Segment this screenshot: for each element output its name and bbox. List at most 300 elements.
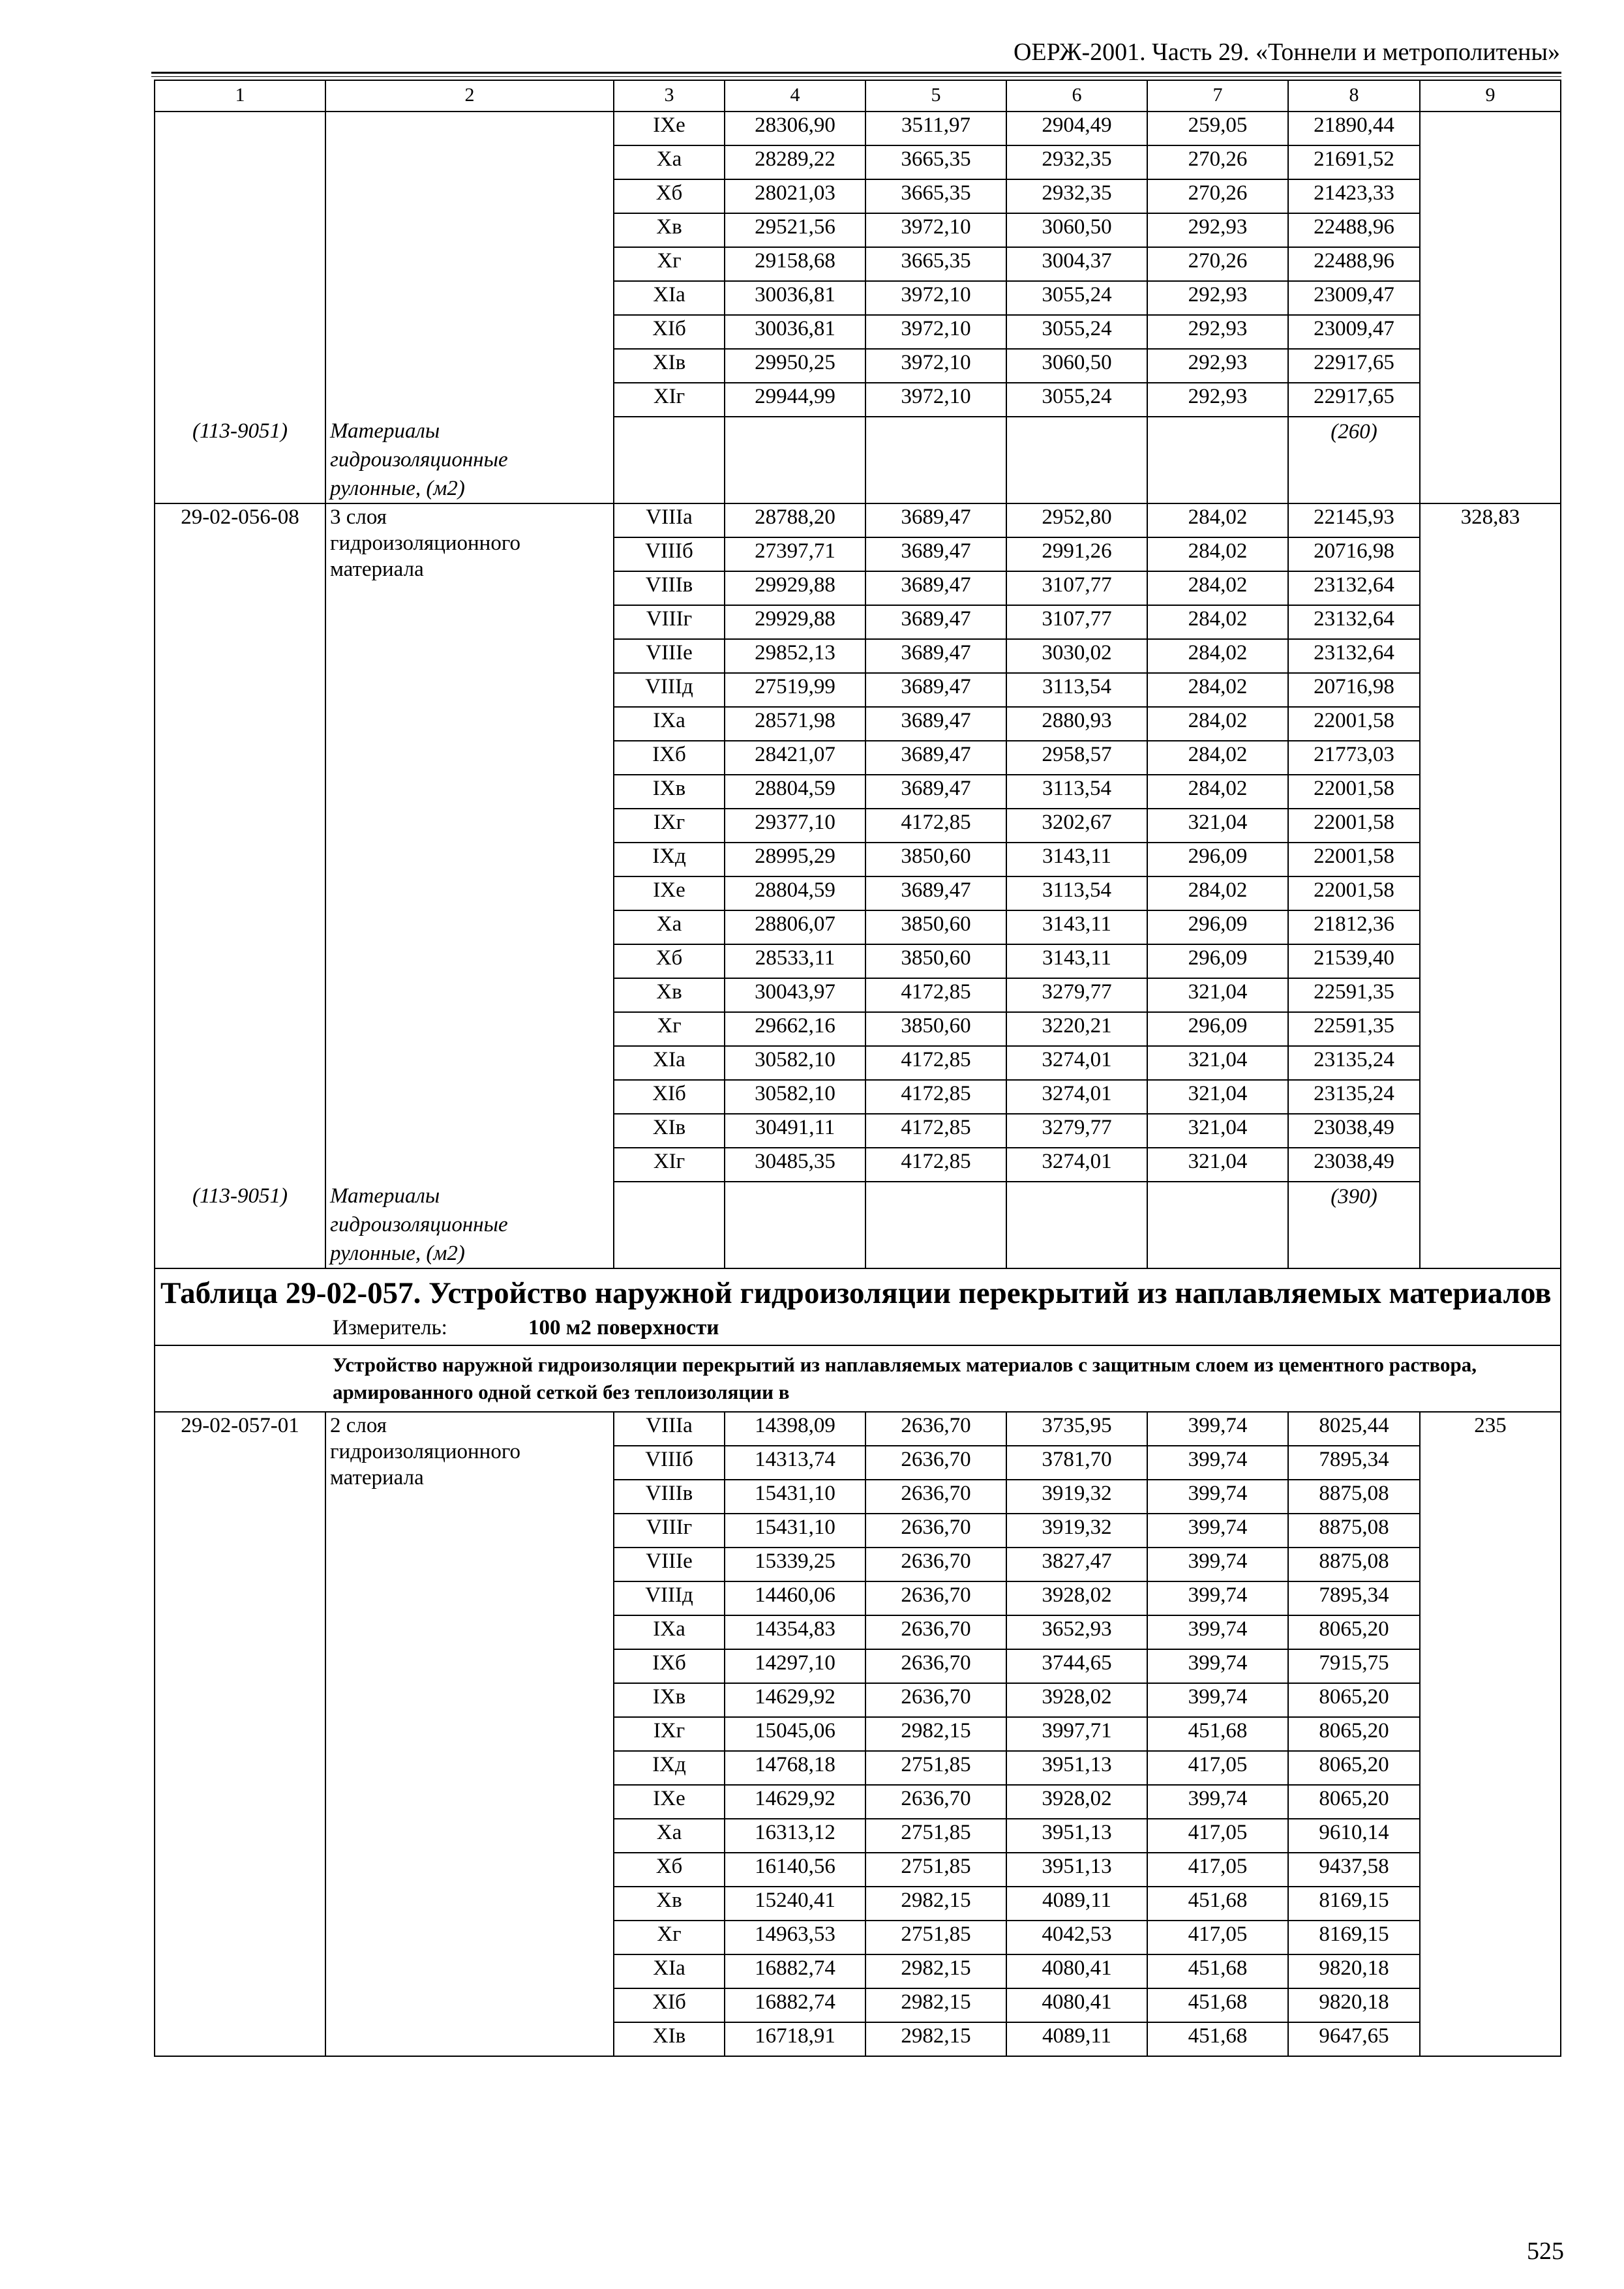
value-cell: 21539,40	[1288, 944, 1420, 978]
table-row	[155, 503, 1561, 537]
value-cell: 9610,14	[1288, 1819, 1420, 1853]
material-row	[155, 417, 1561, 503]
value-cell: 22917,65	[1288, 349, 1420, 383]
value-cell: 3113,54	[1006, 775, 1147, 809]
rate-name	[325, 1412, 614, 2056]
value-cell: 9820,18	[1288, 1954, 1420, 1988]
value-cell: 399,74	[1147, 1683, 1288, 1717]
zone-code: IXб	[614, 1649, 725, 1683]
value-cell: 3143,11	[1006, 843, 1147, 876]
value-cell: 270,26	[1147, 179, 1288, 213]
value-cell: 8875,08	[1288, 1548, 1420, 1581]
value-cell: 3850,60	[865, 843, 1006, 876]
zone-code: XIа	[614, 1046, 725, 1080]
zone-code: XIб	[614, 1988, 725, 2022]
value-cell: 3665,35	[865, 179, 1006, 213]
value-cell: 2982,15	[865, 1954, 1006, 1988]
value-cell: 22917,65	[1288, 383, 1420, 417]
value-cell: 2751,85	[865, 1819, 1006, 1853]
value-cell: 2904,49	[1006, 112, 1147, 145]
value-cell: 4080,41	[1006, 1954, 1147, 1988]
column-number: 1	[155, 80, 325, 112]
value-cell: 22001,58	[1288, 876, 1420, 910]
value-cell: 3689,47	[865, 741, 1006, 775]
zone-code: VIIIв	[614, 571, 725, 605]
zone-code: Xб	[614, 944, 725, 978]
value-cell: 21890,44	[1288, 112, 1420, 145]
zone-code: Xв	[614, 213, 725, 247]
value-cell: 3274,01	[1006, 1148, 1147, 1182]
value-cell: 16140,56	[725, 1853, 865, 1887]
value-cell: 417,05	[1147, 1819, 1288, 1853]
value-cell: 8875,08	[1288, 1480, 1420, 1514]
zone-code: Xа	[614, 910, 725, 944]
value-cell: 22001,58	[1288, 707, 1420, 741]
empty-cell	[865, 417, 1006, 503]
text-line: Материалы	[330, 1184, 440, 1208]
value-cell: 2932,35	[1006, 145, 1147, 179]
value-cell: 3689,47	[865, 639, 1006, 673]
zone-code: Xв	[614, 1887, 725, 1921]
value-cell: 4172,85	[865, 1080, 1006, 1114]
column-number: 7	[1147, 80, 1288, 112]
value-cell: 16882,74	[725, 1988, 865, 2022]
material-name	[325, 1182, 614, 1268]
value-cell: 14398,09	[725, 1412, 865, 1446]
value-cell: 14460,06	[725, 1581, 865, 1615]
value-cell: 23038,49	[1288, 1148, 1420, 1182]
zone-code: IXе	[614, 1785, 725, 1819]
zone-code: Xа	[614, 1819, 725, 1853]
meter-row	[155, 1312, 1561, 1345]
value-cell: 2880,93	[1006, 707, 1147, 741]
rate-code	[155, 112, 325, 417]
value-cell: 3107,77	[1006, 571, 1147, 605]
value-cell: 9820,18	[1288, 1988, 1420, 2022]
value-cell: 3665,35	[865, 145, 1006, 179]
value-cell: 270,26	[1147, 145, 1288, 179]
column-number: 4	[725, 80, 865, 112]
value-cell: 3202,67	[1006, 809, 1147, 843]
value-cell: 28804,59	[725, 775, 865, 809]
value-cell: 4172,85	[865, 809, 1006, 843]
value-cell: 3850,60	[865, 910, 1006, 944]
meter	[155, 1312, 1561, 1345]
value-cell: 3113,54	[1006, 673, 1147, 707]
value-cell: 3850,60	[865, 1012, 1006, 1046]
value-cell: 9437,58	[1288, 1853, 1420, 1887]
col9-value: 328,83	[1420, 503, 1561, 1268]
value-cell: 20716,98	[1288, 537, 1420, 571]
page-number: 525	[1527, 2237, 1564, 2265]
value-cell: 21773,03	[1288, 741, 1420, 775]
section-title: Устройство наружной гидроизоляции перекрытий из наплавляемых материалов с защитным слоем из цементного раствора, армированного одной сеткой без теплоизоляции в	[155, 1345, 1561, 1412]
value-cell: 3274,01	[1006, 1046, 1147, 1080]
value-cell: 321,04	[1147, 1148, 1288, 1182]
meter-value: 100 м2 поверхности	[528, 1316, 719, 1339]
value-cell: 3060,50	[1006, 349, 1147, 383]
zone-code: IXг	[614, 809, 725, 843]
value-cell: 14629,92	[725, 1683, 865, 1717]
value-cell: 3220,21	[1006, 1012, 1147, 1046]
value-cell: 14629,92	[725, 1785, 865, 1819]
value-cell: 28806,07	[725, 910, 865, 944]
value-cell: 3113,54	[1006, 876, 1147, 910]
zone-code: XIа	[614, 281, 725, 315]
text-line: гидроизоляционного	[330, 1440, 521, 1463]
value-cell: 3030,02	[1006, 639, 1147, 673]
material-name	[325, 417, 614, 503]
value-cell: 2958,57	[1006, 741, 1147, 775]
value-cell: 2636,70	[865, 1581, 1006, 1615]
value-cell: 21812,36	[1288, 910, 1420, 944]
value-cell: 8065,20	[1288, 1683, 1420, 1717]
text-line: рулонные, (м2)	[330, 477, 465, 500]
value-cell: 3143,11	[1006, 910, 1147, 944]
value-cell: 3850,60	[865, 944, 1006, 978]
value-cell: 2982,15	[865, 1717, 1006, 1751]
value-cell: 22001,58	[1288, 809, 1420, 843]
material-quantity: (260)	[1288, 417, 1420, 503]
zone-code: IXг	[614, 1717, 725, 1751]
value-cell: 321,04	[1147, 809, 1288, 843]
value-cell: 3951,13	[1006, 1751, 1147, 1785]
value-cell: 3928,02	[1006, 1581, 1147, 1615]
value-cell: 22488,96	[1288, 247, 1420, 281]
value-cell: 30485,35	[725, 1148, 865, 1182]
value-cell: 417,05	[1147, 1751, 1288, 1785]
value-cell: 3689,47	[865, 775, 1006, 809]
value-cell: 4172,85	[865, 1046, 1006, 1080]
value-cell: 284,02	[1147, 707, 1288, 741]
value-cell: 451,68	[1147, 1954, 1288, 1988]
column-number: 3	[614, 80, 725, 112]
table-row	[155, 1412, 1561, 1446]
value-cell: 399,74	[1147, 1649, 1288, 1683]
value-cell: 417,05	[1147, 1921, 1288, 1954]
table-title-row	[155, 1268, 1561, 1312]
value-cell: 2751,85	[865, 1853, 1006, 1887]
empty-cell	[614, 1182, 725, 1268]
value-cell: 284,02	[1147, 503, 1288, 537]
value-cell: 15431,10	[725, 1514, 865, 1548]
rate-code: 29-02-057-01	[155, 1412, 325, 2056]
value-cell: 292,93	[1147, 383, 1288, 417]
rate-name	[325, 503, 614, 1182]
value-cell: 321,04	[1147, 1080, 1288, 1114]
value-cell: 7915,75	[1288, 1649, 1420, 1683]
value-cell: 2636,70	[865, 1412, 1006, 1446]
value-cell: 8169,15	[1288, 1921, 1420, 1954]
value-cell: 3972,10	[865, 383, 1006, 417]
value-cell: 16718,91	[725, 2022, 865, 2056]
value-cell: 3004,37	[1006, 247, 1147, 281]
rates-table	[154, 80, 1561, 2057]
value-cell: 30036,81	[725, 315, 865, 349]
zone-code: VIIIг	[614, 605, 725, 639]
zone-code: IXв	[614, 1683, 725, 1717]
value-cell: 8169,15	[1288, 1887, 1420, 1921]
value-cell: 2636,70	[865, 1514, 1006, 1548]
value-cell: 2991,26	[1006, 537, 1147, 571]
value-cell: 259,05	[1147, 112, 1288, 145]
text-line: рулонные, (м2)	[330, 1242, 465, 1265]
value-cell: 23009,47	[1288, 281, 1420, 315]
value-cell: 14297,10	[725, 1649, 865, 1683]
value-cell: 21423,33	[1288, 179, 1420, 213]
column-number-row	[155, 80, 1561, 112]
zone-code: IXб	[614, 741, 725, 775]
value-cell: 399,74	[1147, 1514, 1288, 1548]
value-cell: 292,93	[1147, 213, 1288, 247]
value-cell: 284,02	[1147, 876, 1288, 910]
value-cell: 3279,77	[1006, 978, 1147, 1012]
value-cell: 296,09	[1147, 910, 1288, 944]
zone-code: IXв	[614, 775, 725, 809]
value-cell: 23132,64	[1288, 571, 1420, 605]
empty-cell	[1147, 1182, 1288, 1268]
zone-code: VIIIе	[614, 1548, 725, 1581]
empty-cell	[1147, 417, 1288, 503]
zone-code: IXа	[614, 707, 725, 741]
value-cell: 4089,11	[1006, 1887, 1147, 1921]
value-cell: 23135,24	[1288, 1046, 1420, 1080]
zone-code: VIIIд	[614, 673, 725, 707]
value-cell: 3735,95	[1006, 1412, 1147, 1446]
text-line: 2 слоя	[330, 1414, 387, 1437]
value-cell: 399,74	[1147, 1412, 1288, 1446]
value-cell: 4172,85	[865, 978, 1006, 1012]
value-cell: 28788,20	[725, 503, 865, 537]
material-row	[155, 1182, 1561, 1268]
value-cell: 29950,25	[725, 349, 865, 383]
value-cell: 29377,10	[725, 809, 865, 843]
value-cell: 3928,02	[1006, 1683, 1147, 1717]
zone-code: Xг	[614, 1921, 725, 1954]
value-cell: 321,04	[1147, 1046, 1288, 1080]
zone-code: Xв	[614, 978, 725, 1012]
value-cell: 22001,58	[1288, 843, 1420, 876]
text-line: Материалы	[330, 419, 440, 443]
value-cell: 29521,56	[725, 213, 865, 247]
value-cell: 3055,24	[1006, 383, 1147, 417]
value-cell: 23132,64	[1288, 639, 1420, 673]
value-cell: 30036,81	[725, 281, 865, 315]
value-cell: 2982,15	[865, 1988, 1006, 2022]
value-cell: 3744,65	[1006, 1649, 1147, 1683]
value-cell: 3919,32	[1006, 1480, 1147, 1514]
value-cell: 270,26	[1147, 247, 1288, 281]
value-cell: 292,93	[1147, 349, 1288, 383]
value-cell: 3060,50	[1006, 213, 1147, 247]
value-cell: 321,04	[1147, 1114, 1288, 1148]
value-cell: 3689,47	[865, 503, 1006, 537]
material-quantity: (390)	[1288, 1182, 1420, 1268]
value-cell: 29944,99	[725, 383, 865, 417]
value-cell: 284,02	[1147, 741, 1288, 775]
empty-cell	[614, 417, 725, 503]
empty-cell	[1006, 417, 1147, 503]
table-row	[155, 112, 1561, 145]
header-rule-thin	[151, 76, 1561, 77]
empty-cell	[725, 1182, 865, 1268]
column-number: 2	[325, 80, 614, 112]
value-cell: 29662,16	[725, 1012, 865, 1046]
value-cell: 2636,70	[865, 1615, 1006, 1649]
value-cell: 451,68	[1147, 1988, 1288, 2022]
value-cell: 3972,10	[865, 315, 1006, 349]
value-cell: 3928,02	[1006, 1785, 1147, 1819]
value-cell: 284,02	[1147, 537, 1288, 571]
value-cell: 451,68	[1147, 1887, 1288, 1921]
text-line: гидроизоляционные	[330, 448, 508, 471]
value-cell: 22488,96	[1288, 213, 1420, 247]
zone-code: XIа	[614, 1954, 725, 1988]
zone-code: Xа	[614, 145, 725, 179]
value-cell: 28533,11	[725, 944, 865, 978]
rate-code: 29-02-056-08	[155, 503, 325, 1182]
value-cell: 29158,68	[725, 247, 865, 281]
value-cell: 399,74	[1147, 1548, 1288, 1581]
value-cell: 4042,53	[1006, 1921, 1147, 1954]
value-cell: 292,93	[1147, 281, 1288, 315]
value-cell: 28021,03	[725, 179, 865, 213]
value-cell: 22001,58	[1288, 775, 1420, 809]
zone-code: XIв	[614, 2022, 725, 2056]
zone-code: Xг	[614, 247, 725, 281]
value-cell: 2636,70	[865, 1785, 1006, 1819]
value-cell: 2982,15	[865, 1887, 1006, 1921]
value-cell: 27397,71	[725, 537, 865, 571]
value-cell: 28995,29	[725, 843, 865, 876]
column-number: 8	[1288, 80, 1420, 112]
rates-table-body	[155, 80, 1561, 2056]
value-cell: 4080,41	[1006, 1988, 1147, 2022]
value-cell: 3665,35	[865, 247, 1006, 281]
material-code: (113-9051)	[155, 417, 325, 503]
value-cell: 2982,15	[865, 2022, 1006, 2056]
value-cell: 3055,24	[1006, 315, 1147, 349]
value-cell: 3689,47	[865, 707, 1006, 741]
column-number: 6	[1006, 80, 1147, 112]
value-cell: 20716,98	[1288, 673, 1420, 707]
rate-name	[325, 112, 614, 417]
value-cell: 30491,11	[725, 1114, 865, 1148]
zone-code: VIIIг	[614, 1514, 725, 1548]
running-header: ОЕРЖ-2001. Часть 29. «Тоннели и метрополитены»	[1013, 38, 1560, 66]
zone-code: VIIIа	[614, 1412, 725, 1446]
value-cell: 3107,77	[1006, 605, 1147, 639]
value-cell: 3919,32	[1006, 1514, 1147, 1548]
value-cell: 3689,47	[865, 876, 1006, 910]
value-cell: 28804,59	[725, 876, 865, 910]
empty-cell	[865, 1182, 1006, 1268]
table-title: Таблица 29-02-057. Устройство наружной гидроизоляции перекрытий из наплавляемых материалов	[155, 1268, 1561, 1312]
value-cell: 8065,20	[1288, 1717, 1420, 1751]
value-cell: 3972,10	[865, 213, 1006, 247]
value-cell: 21691,52	[1288, 145, 1420, 179]
section-title-row	[155, 1345, 1561, 1412]
value-cell: 23135,24	[1288, 1080, 1420, 1114]
value-cell: 28571,98	[725, 707, 865, 741]
value-cell: 284,02	[1147, 673, 1288, 707]
text-line: гидроизоляционного	[330, 531, 521, 555]
material-code: (113-9051)	[155, 1182, 325, 1268]
value-cell: 284,02	[1147, 775, 1288, 809]
value-cell: 28289,22	[725, 145, 865, 179]
value-cell: 15045,06	[725, 1717, 865, 1751]
zone-code: XIг	[614, 1148, 725, 1182]
zone-code: IXе	[614, 876, 725, 910]
value-cell: 284,02	[1147, 605, 1288, 639]
zone-code: VIIIб	[614, 1446, 725, 1480]
value-cell: 23038,49	[1288, 1114, 1420, 1148]
value-cell: 3951,13	[1006, 1853, 1147, 1887]
empty-cell	[725, 417, 865, 503]
zone-code: XIб	[614, 315, 725, 349]
value-cell: 399,74	[1147, 1615, 1288, 1649]
value-cell: 417,05	[1147, 1853, 1288, 1887]
value-cell: 3143,11	[1006, 944, 1147, 978]
value-cell: 2636,70	[865, 1649, 1006, 1683]
value-cell: 15431,10	[725, 1480, 865, 1514]
value-cell: 3511,97	[865, 112, 1006, 145]
value-cell: 3689,47	[865, 673, 1006, 707]
value-cell: 8065,20	[1288, 1785, 1420, 1819]
value-cell: 2636,70	[865, 1548, 1006, 1581]
value-cell: 28421,07	[725, 741, 865, 775]
value-cell: 296,09	[1147, 944, 1288, 978]
value-cell: 2636,70	[865, 1480, 1006, 1514]
value-cell: 3689,47	[865, 605, 1006, 639]
value-cell: 4172,85	[865, 1114, 1006, 1148]
zone-code: Xг	[614, 1012, 725, 1046]
value-cell: 4172,85	[865, 1148, 1006, 1182]
zone-code: IXа	[614, 1615, 725, 1649]
text-line: гидроизоляционные	[330, 1213, 508, 1236]
value-cell: 2636,70	[865, 1446, 1006, 1480]
value-cell: 16313,12	[725, 1819, 865, 1853]
value-cell: 296,09	[1147, 1012, 1288, 1046]
value-cell: 14963,53	[725, 1921, 865, 1954]
value-cell: 8025,44	[1288, 1412, 1420, 1446]
zone-code: IXе	[614, 112, 725, 145]
value-cell: 2952,80	[1006, 503, 1147, 537]
value-cell: 22591,35	[1288, 1012, 1420, 1046]
value-cell: 3055,24	[1006, 281, 1147, 315]
value-cell: 30582,10	[725, 1080, 865, 1114]
value-cell: 27519,99	[725, 673, 865, 707]
value-cell: 8875,08	[1288, 1514, 1420, 1548]
value-cell: 8065,20	[1288, 1751, 1420, 1785]
value-cell: 3972,10	[865, 349, 1006, 383]
col9-value: 235	[1420, 1412, 1561, 2056]
value-cell: 29929,88	[725, 571, 865, 605]
value-cell: 29929,88	[725, 605, 865, 639]
text-line: материала	[330, 558, 424, 581]
zone-code: Xб	[614, 179, 725, 213]
value-cell: 16882,74	[725, 1954, 865, 1988]
column-number: 5	[865, 80, 1006, 112]
value-cell: 14768,18	[725, 1751, 865, 1785]
meter-label: Измеритель:	[333, 1316, 447, 1339]
value-cell: 22591,35	[1288, 978, 1420, 1012]
zone-code: XIг	[614, 383, 725, 417]
value-cell: 321,04	[1147, 978, 1288, 1012]
zone-code: IXд	[614, 843, 725, 876]
value-cell: 3652,93	[1006, 1615, 1147, 1649]
column-number: 9	[1420, 80, 1561, 112]
